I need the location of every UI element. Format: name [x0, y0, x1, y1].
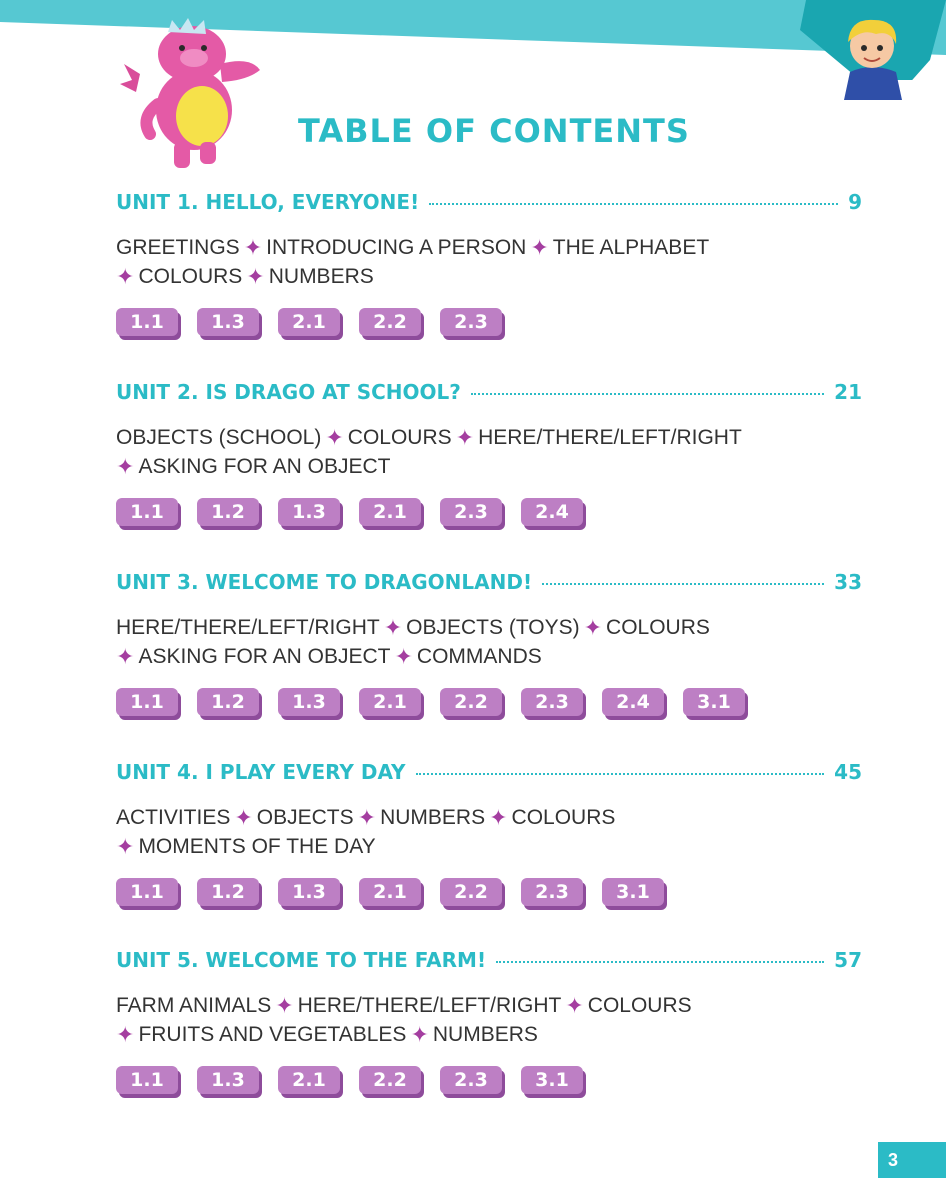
- lesson-badge[interactable]: 3.1: [521, 1066, 583, 1094]
- star-separator-icon: ✦: [383, 614, 403, 640]
- star-separator-icon: ✦: [583, 614, 603, 640]
- topic-item: INTRODUCING A PERSON: [266, 235, 527, 259]
- unit-entry: [116, 190, 862, 336]
- topic-item: NUMBERS: [432, 1022, 538, 1046]
- unit-entry: [116, 760, 862, 906]
- lesson-badge[interactable]: 1.2: [197, 878, 259, 906]
- topic-line: [116, 232, 862, 261]
- unit-entry: [116, 380, 862, 526]
- unit-topics: [116, 802, 862, 860]
- lesson-badges: [116, 878, 862, 906]
- lesson-badge[interactable]: 2.1: [359, 498, 421, 526]
- topic-item: OBJECTS: [256, 805, 354, 829]
- lesson-badge[interactable]: 2.4: [602, 688, 664, 716]
- star-separator-icon: ✦: [455, 424, 475, 450]
- topic-item: ASKING FOR AN OBJECT: [138, 454, 391, 478]
- lesson-badges: [116, 688, 862, 716]
- topic-item: COLOURS: [587, 993, 692, 1017]
- topic-item: ACTIVITIES: [116, 805, 231, 829]
- star-separator-icon: ✦: [116, 453, 135, 479]
- unit-page-number: 57: [834, 948, 862, 972]
- lesson-badges: [116, 498, 862, 526]
- topic-item: FARM ANIMALS: [116, 993, 272, 1017]
- lesson-badge[interactable]: 1.1: [116, 498, 178, 526]
- dot-leader: [471, 393, 824, 395]
- topic-item: NUMBERS: [268, 264, 374, 288]
- lesson-badge[interactable]: 2.3: [521, 688, 583, 716]
- lesson-badge[interactable]: 1.3: [197, 1066, 259, 1094]
- topic-item: THE ALPHABET: [552, 235, 710, 259]
- lesson-badge[interactable]: 1.1: [116, 308, 178, 336]
- topic-line: [116, 1019, 862, 1048]
- topic-line: [116, 612, 862, 641]
- lesson-badge[interactable]: 1.3: [197, 308, 259, 336]
- lesson-badge[interactable]: 2.3: [440, 308, 502, 336]
- unit-heading[interactable]: [116, 570, 862, 600]
- unit-title: UNIT 2. IS DRAGO AT SCHOOL?: [116, 380, 461, 404]
- lesson-badge[interactable]: 2.3: [440, 1066, 502, 1094]
- lesson-badge[interactable]: 3.1: [683, 688, 745, 716]
- unit-page-number: 33: [834, 570, 862, 594]
- star-separator-icon: ✦: [489, 804, 508, 830]
- unit-topics: [116, 232, 862, 290]
- dot-leader: [429, 203, 838, 205]
- topic-line: [116, 831, 862, 860]
- lesson-badge[interactable]: 1.3: [278, 688, 340, 716]
- lesson-badge[interactable]: 1.3: [278, 498, 340, 526]
- lesson-badge[interactable]: 1.2: [197, 688, 259, 716]
- lesson-badge[interactable]: 2.1: [359, 688, 421, 716]
- topic-item: COLOURS: [511, 805, 616, 829]
- lesson-badge[interactable]: 2.1: [359, 878, 421, 906]
- page-number: 3: [878, 1142, 946, 1178]
- star-separator-icon: ✦: [246, 263, 265, 289]
- lesson-badge[interactable]: 2.2: [359, 1066, 421, 1094]
- lesson-badges: [116, 308, 862, 336]
- page-title: TABLE OF CONTENTS: [298, 112, 690, 150]
- topic-item: COLOURS: [606, 615, 710, 639]
- unit-page-number: 9: [848, 190, 862, 214]
- lesson-badge[interactable]: 1.1: [116, 688, 178, 716]
- unit-entry: [116, 570, 862, 716]
- star-separator-icon: ✦: [394, 643, 413, 669]
- boy-mascot-illustration: [832, 10, 912, 100]
- lesson-badge[interactable]: 2.2: [359, 308, 421, 336]
- lesson-badge[interactable]: 2.4: [521, 498, 583, 526]
- star-separator-icon: ✦: [116, 643, 135, 669]
- topic-line: [116, 990, 862, 1019]
- lesson-badge[interactable]: 1.3: [278, 878, 340, 906]
- star-separator-icon: ✦: [116, 833, 135, 859]
- topic-item: HERE/THERE/LEFT/RIGHT: [116, 615, 380, 639]
- star-separator-icon: ✦: [116, 1021, 135, 1047]
- star-separator-icon: ✦: [325, 424, 344, 450]
- star-separator-icon: ✦: [410, 1021, 429, 1047]
- topic-item: COLOURS: [138, 264, 243, 288]
- unit-heading[interactable]: [116, 380, 862, 410]
- topic-line: [116, 451, 862, 480]
- topic-line: [116, 422, 862, 451]
- unit-heading[interactable]: [116, 190, 862, 220]
- unit-topics: [116, 612, 862, 670]
- star-separator-icon: ✦: [116, 263, 135, 289]
- star-separator-icon: ✦: [275, 992, 294, 1018]
- dot-leader: [416, 773, 825, 775]
- unit-page-number: 21: [834, 380, 862, 404]
- unit-topics: [116, 422, 862, 480]
- lesson-badge[interactable]: 2.3: [521, 878, 583, 906]
- topic-item: COLOURS: [347, 425, 452, 449]
- dot-leader: [542, 583, 824, 585]
- lesson-badge[interactable]: 2.2: [440, 878, 502, 906]
- star-separator-icon: ✦: [530, 234, 549, 260]
- lesson-badge[interactable]: 2.2: [440, 688, 502, 716]
- unit-page-number: 45: [834, 760, 862, 784]
- lesson-badges: [116, 1066, 862, 1094]
- star-separator-icon: ✦: [357, 804, 377, 830]
- star-separator-icon: ✦: [243, 234, 263, 260]
- lesson-badge[interactable]: 1.1: [116, 878, 178, 906]
- topic-item: HERE/THERE/LEFT/RIGHT: [478, 425, 742, 449]
- topic-item: COMMANDS: [416, 644, 542, 668]
- lesson-badge[interactable]: 2.1: [278, 1066, 340, 1094]
- unit-entry: [116, 948, 862, 1094]
- unit-title: UNIT 1. HELLO, EVERYONE!: [116, 190, 420, 214]
- topic-item: MOMENTS OF THE DAY: [138, 834, 376, 858]
- topic-item: OBJECTS (TOYS): [406, 615, 580, 639]
- dragon-mascot-illustration: [110, 14, 270, 174]
- unit-title: UNIT 5. WELCOME TO THE FARM!: [116, 948, 487, 972]
- topic-item: NUMBERS: [380, 805, 486, 829]
- unit-title: UNIT 3. WELCOME TO DRAGONLAND!: [116, 570, 533, 594]
- topic-line: [116, 261, 862, 290]
- unit-heading[interactable]: [116, 760, 862, 790]
- lesson-badge[interactable]: 1.1: [116, 1066, 178, 1094]
- star-separator-icon: ✦: [565, 992, 584, 1018]
- star-separator-icon: ✦: [234, 804, 253, 830]
- topic-line: [116, 641, 862, 670]
- unit-heading[interactable]: [116, 948, 862, 978]
- lesson-badge[interactable]: 2.3: [440, 498, 502, 526]
- topic-item: HERE/THERE/LEFT/RIGHT: [297, 993, 562, 1017]
- unit-topics: [116, 990, 862, 1048]
- topic-item: OBJECTS (SCHOOL): [116, 425, 322, 449]
- lesson-badge[interactable]: 1.2: [197, 498, 259, 526]
- lesson-badge[interactable]: 2.1: [278, 308, 340, 336]
- unit-title: UNIT 4. I PLAY EVERY DAY: [116, 760, 406, 784]
- topic-item: ASKING FOR AN OBJECT: [138, 644, 391, 668]
- topic-item: GREETINGS: [116, 235, 240, 259]
- topic-item: FRUITS AND VEGETABLES: [138, 1022, 407, 1046]
- dot-leader: [496, 961, 824, 963]
- topic-line: [116, 802, 862, 831]
- lesson-badge[interactable]: 3.1: [602, 878, 664, 906]
